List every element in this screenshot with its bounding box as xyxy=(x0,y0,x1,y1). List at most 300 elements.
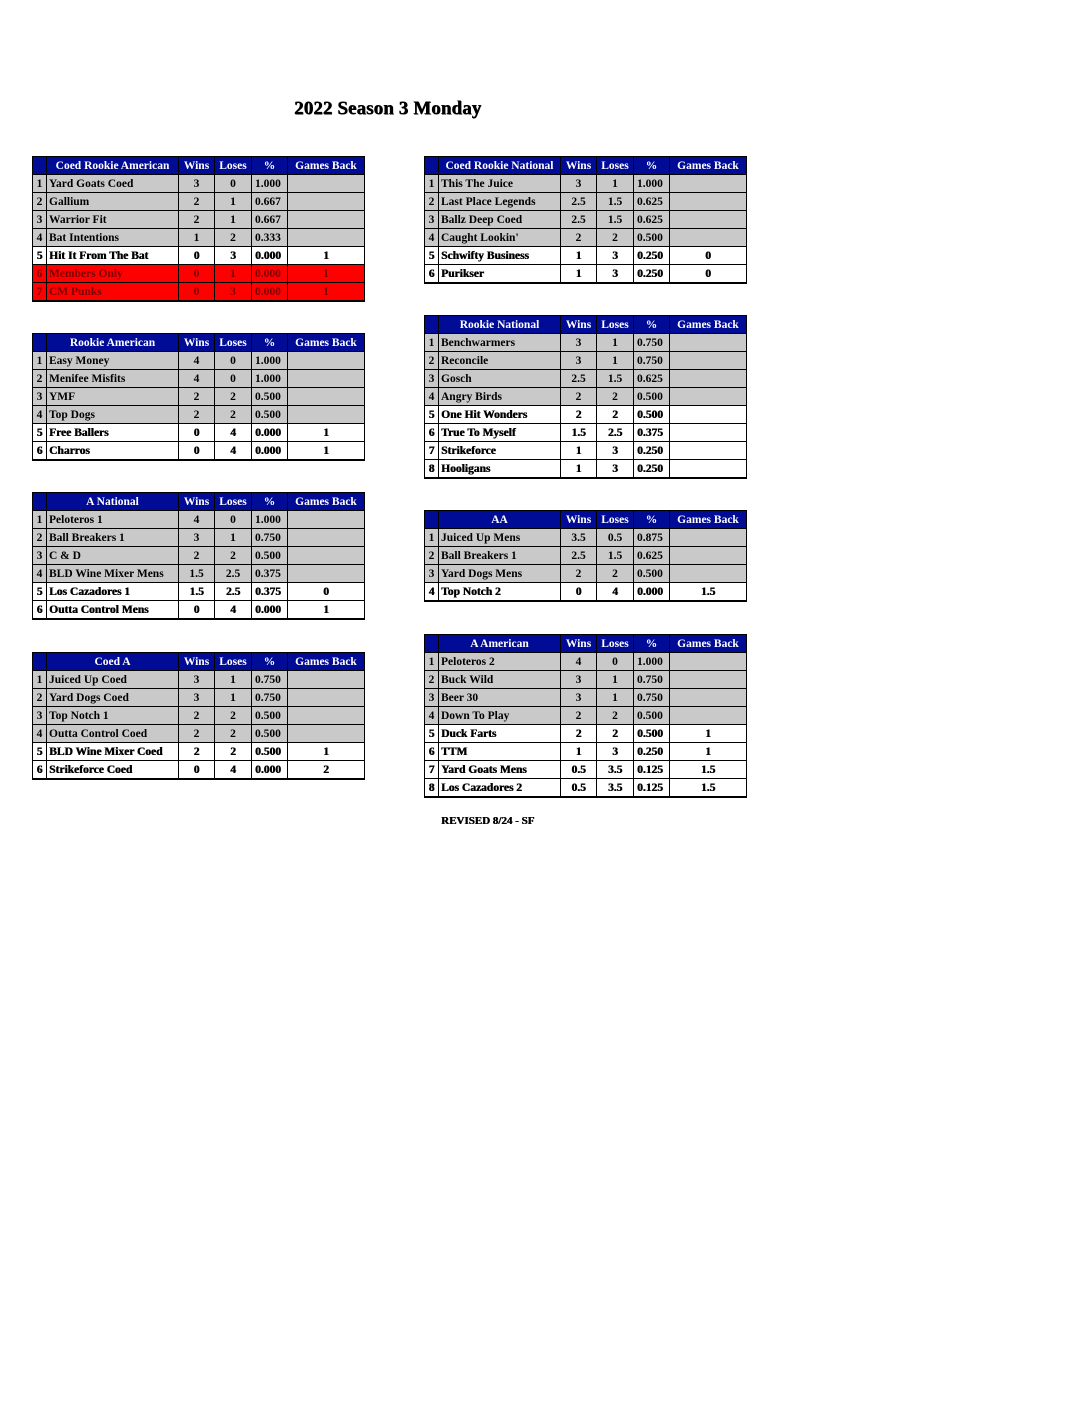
pct-cell: 1.000 xyxy=(252,370,288,388)
rank-header xyxy=(425,511,439,529)
loses-cell: 2 xyxy=(215,707,252,725)
team-name: Duck Farts xyxy=(439,725,561,743)
wins-cell: 0 xyxy=(179,424,215,442)
games-back-cell xyxy=(670,211,747,229)
games-back-cell xyxy=(288,547,365,565)
team-name: Benchwarmers xyxy=(439,334,561,352)
rank-cell: 3 xyxy=(33,547,47,565)
wins-cell: 2 xyxy=(561,388,597,406)
games-back-cell xyxy=(670,370,747,388)
table-header-row xyxy=(33,334,365,352)
games-back-cell xyxy=(288,175,365,193)
team-name: YMF xyxy=(47,388,179,406)
table-row xyxy=(33,442,365,461)
division-name: AA xyxy=(439,511,561,529)
table-row xyxy=(33,583,365,601)
games-back-header: Games Back xyxy=(670,635,747,653)
games-back-cell xyxy=(288,725,365,743)
table-row xyxy=(425,388,747,406)
team-name: Top Notch 1 xyxy=(47,707,179,725)
rank-cell: 4 xyxy=(425,583,439,602)
games-back-header: Games Back xyxy=(670,511,747,529)
team-name: Members Only xyxy=(47,265,179,283)
wins-cell: 0 xyxy=(179,247,215,265)
loses-header: Loses xyxy=(597,635,634,653)
rank-cell: 1 xyxy=(425,175,439,193)
team-name: Strikeforce xyxy=(439,442,561,460)
table-row xyxy=(33,370,365,388)
games-back-cell xyxy=(288,193,365,211)
pct-cell: 0.500 xyxy=(634,565,670,583)
games-back-cell: 2 xyxy=(288,761,365,780)
wins-cell: 2 xyxy=(561,707,597,725)
games-back-cell xyxy=(288,211,365,229)
loses-cell: 1.5 xyxy=(597,370,634,388)
rank-cell: 4 xyxy=(425,388,439,406)
table-header-row xyxy=(425,635,747,653)
team-name: Peloteros 1 xyxy=(47,511,179,529)
table-row xyxy=(425,460,747,479)
page-title: 2022 Season 3 Monday xyxy=(294,98,482,119)
division-name: Coed Rookie American xyxy=(47,157,179,175)
loses-header: Loses xyxy=(597,511,634,529)
table-row xyxy=(425,352,747,370)
games-back-cell xyxy=(670,460,747,479)
pct-cell: 0.500 xyxy=(252,547,288,565)
loses-cell: 0 xyxy=(597,653,634,671)
loses-cell: 0.5 xyxy=(597,529,634,547)
pct-cell: 0.625 xyxy=(634,370,670,388)
table-header-row xyxy=(425,316,747,334)
pct-cell: 0.625 xyxy=(634,211,670,229)
team-name: One Hit Wonders xyxy=(439,406,561,424)
loses-cell: 4 xyxy=(215,424,252,442)
games-back-cell xyxy=(288,689,365,707)
games-back-cell: 1 xyxy=(288,424,365,442)
loses-cell: 1 xyxy=(215,193,252,211)
loses-cell: 3 xyxy=(597,247,634,265)
table-row xyxy=(33,565,365,583)
team-name: Bat Intentions xyxy=(47,229,179,247)
games-back-cell: 1 xyxy=(288,247,365,265)
rank-cell: 3 xyxy=(425,689,439,707)
pct-cell: 0.250 xyxy=(634,247,670,265)
games-back-cell xyxy=(670,388,747,406)
games-back-cell xyxy=(670,565,747,583)
division-name: A American xyxy=(439,635,561,653)
table-row xyxy=(425,334,747,352)
loses-cell: 1 xyxy=(597,334,634,352)
team-name: Gallium xyxy=(47,193,179,211)
table-row xyxy=(33,175,365,193)
loses-cell: 1 xyxy=(215,529,252,547)
games-back-cell: 0 xyxy=(670,247,747,265)
pct-cell: 0.000 xyxy=(252,761,288,780)
table-row xyxy=(425,442,747,460)
standings-table xyxy=(424,510,747,602)
table-row xyxy=(33,283,365,302)
team-name: Warrior Fit xyxy=(47,211,179,229)
loses-cell: 4 xyxy=(215,442,252,461)
wins-cell: 4 xyxy=(561,653,597,671)
rank-cell: 2 xyxy=(425,671,439,689)
team-name: Juiced Up Mens xyxy=(439,529,561,547)
team-name: Ballz Deep Coed xyxy=(439,211,561,229)
loses-cell: 1 xyxy=(597,689,634,707)
loses-header: Loses xyxy=(215,493,252,511)
team-name: Yard Goats Mens xyxy=(439,761,561,779)
team-name: Peloteros 2 xyxy=(439,653,561,671)
pct-header: % xyxy=(634,157,670,175)
rank-cell: 6 xyxy=(425,743,439,761)
pct-header: % xyxy=(252,653,288,671)
wins-cell: 0 xyxy=(561,583,597,602)
team-name: Last Place Legends xyxy=(439,193,561,211)
table-row xyxy=(33,671,365,689)
rank-cell: 2 xyxy=(425,193,439,211)
rank-header xyxy=(33,157,47,175)
wins-header: Wins xyxy=(179,334,215,352)
wins-cell: 3 xyxy=(179,529,215,547)
games-back-cell xyxy=(670,229,747,247)
team-name: Buck Wild xyxy=(439,671,561,689)
rank-cell: 1 xyxy=(33,352,47,370)
loses-cell: 2.5 xyxy=(215,565,252,583)
table-row xyxy=(425,743,747,761)
team-name: Beer 30 xyxy=(439,689,561,707)
loses-cell: 3 xyxy=(597,460,634,479)
team-name: Easy Money xyxy=(47,352,179,370)
table-row xyxy=(33,229,365,247)
wins-cell: 1 xyxy=(561,460,597,479)
table-row xyxy=(425,247,747,265)
wins-cell: 2 xyxy=(179,211,215,229)
pct-cell: 0.500 xyxy=(634,388,670,406)
division-name: Rookie American xyxy=(47,334,179,352)
rank-cell: 3 xyxy=(425,565,439,583)
games-back-header: Games Back xyxy=(288,493,365,511)
rank-cell: 4 xyxy=(425,707,439,725)
table-row xyxy=(425,211,747,229)
table-row xyxy=(425,725,747,743)
games-back-cell xyxy=(288,229,365,247)
team-name: Top Dogs xyxy=(47,406,179,424)
rank-cell: 6 xyxy=(425,424,439,442)
table-row xyxy=(33,511,365,529)
wins-cell: 3 xyxy=(561,175,597,193)
pct-cell: 0.250 xyxy=(634,265,670,284)
team-name: Gosch xyxy=(439,370,561,388)
pct-cell: 0.750 xyxy=(634,671,670,689)
games-back-cell: 1 xyxy=(288,265,365,283)
wins-header: Wins xyxy=(179,157,215,175)
table-header-row xyxy=(33,157,365,175)
team-name: True To Myself xyxy=(439,424,561,442)
rank-cell: 2 xyxy=(33,529,47,547)
rank-header xyxy=(33,493,47,511)
wins-cell: 2.5 xyxy=(561,370,597,388)
rank-cell: 3 xyxy=(425,211,439,229)
team-name: Los Cazadores 2 xyxy=(439,779,561,798)
team-name: BLD Wine Mixer Mens xyxy=(47,565,179,583)
pct-cell: 0.000 xyxy=(252,442,288,461)
games-back-cell xyxy=(670,406,747,424)
loses-cell: 3.5 xyxy=(597,761,634,779)
games-back-cell: 0 xyxy=(670,265,747,284)
team-name: Ball Breakers 1 xyxy=(47,529,179,547)
table-row xyxy=(425,529,747,547)
loses-cell: 0 xyxy=(215,370,252,388)
games-back-cell xyxy=(670,529,747,547)
wins-cell: 2 xyxy=(561,229,597,247)
table-row xyxy=(33,601,365,620)
games-back-cell xyxy=(670,671,747,689)
rank-cell: 1 xyxy=(33,671,47,689)
loses-cell: 2 xyxy=(597,229,634,247)
loses-cell: 2 xyxy=(215,743,252,761)
games-back-cell xyxy=(670,442,747,460)
team-name: Yard Goats Coed xyxy=(47,175,179,193)
pct-cell: 0.000 xyxy=(252,247,288,265)
games-back-cell xyxy=(288,529,365,547)
rank-cell: 4 xyxy=(33,725,47,743)
games-back-cell xyxy=(670,334,747,352)
rank-cell: 6 xyxy=(33,265,47,283)
table-row xyxy=(425,370,747,388)
loses-cell: 4 xyxy=(597,583,634,602)
table-row xyxy=(425,779,747,798)
games-back-cell xyxy=(670,175,747,193)
loses-cell: 3 xyxy=(215,247,252,265)
team-name: Charros xyxy=(47,442,179,461)
wins-cell: 4 xyxy=(179,352,215,370)
team-name: CM Punks xyxy=(47,283,179,302)
wins-cell: 3.5 xyxy=(561,529,597,547)
wins-cell: 0 xyxy=(179,283,215,302)
games-back-cell xyxy=(288,388,365,406)
rank-cell: 8 xyxy=(425,460,439,479)
pct-cell: 0.625 xyxy=(634,547,670,565)
rank-cell: 7 xyxy=(425,761,439,779)
rank-header xyxy=(33,334,47,352)
division-name: Coed Rookie National xyxy=(439,157,561,175)
table-row xyxy=(33,761,365,780)
rank-cell: 3 xyxy=(33,707,47,725)
table-row xyxy=(33,352,365,370)
rank-cell: 6 xyxy=(33,601,47,620)
wins-cell: 2 xyxy=(179,388,215,406)
wins-cell: 3 xyxy=(561,689,597,707)
standings-table xyxy=(32,652,365,780)
team-name: Yard Dogs Coed xyxy=(47,689,179,707)
games-back-cell xyxy=(288,352,365,370)
loses-header: Loses xyxy=(215,653,252,671)
rank-cell: 2 xyxy=(425,352,439,370)
table-row xyxy=(33,193,365,211)
wins-cell: 2 xyxy=(179,547,215,565)
wins-cell: 3 xyxy=(561,352,597,370)
wins-cell: 0 xyxy=(179,265,215,283)
wins-header: Wins xyxy=(179,653,215,671)
table-row xyxy=(425,761,747,779)
wins-cell: 1.5 xyxy=(179,583,215,601)
games-back-cell: 1 xyxy=(288,601,365,620)
table-header-row xyxy=(425,511,747,529)
wins-cell: 2 xyxy=(561,406,597,424)
wins-cell: 2 xyxy=(561,565,597,583)
rank-cell: 7 xyxy=(425,442,439,460)
pct-cell: 0.750 xyxy=(634,352,670,370)
team-name: Strikeforce Coed xyxy=(47,761,179,780)
games-back-cell xyxy=(670,547,747,565)
games-back-cell: 1 xyxy=(288,743,365,761)
wins-cell: 0 xyxy=(179,761,215,780)
rank-cell: 1 xyxy=(425,529,439,547)
loses-cell: 1 xyxy=(215,265,252,283)
loses-cell: 1 xyxy=(215,211,252,229)
team-name: BLD Wine Mixer Coed xyxy=(47,743,179,761)
rank-cell: 5 xyxy=(425,247,439,265)
loses-cell: 2.5 xyxy=(597,424,634,442)
team-name: Los Cazadores 1 xyxy=(47,583,179,601)
table-row xyxy=(33,725,365,743)
table-row xyxy=(33,529,365,547)
loses-cell: 0 xyxy=(215,175,252,193)
rank-cell: 3 xyxy=(33,388,47,406)
table-header-row xyxy=(33,493,365,511)
table-row xyxy=(425,406,747,424)
rank-cell: 6 xyxy=(425,265,439,284)
rank-cell: 4 xyxy=(33,406,47,424)
games-back-header: Games Back xyxy=(670,157,747,175)
loses-cell: 2 xyxy=(597,707,634,725)
loses-cell: 2 xyxy=(215,547,252,565)
rank-cell: 4 xyxy=(33,229,47,247)
pct-cell: 0.000 xyxy=(252,601,288,620)
wins-cell: 1 xyxy=(561,442,597,460)
table-row xyxy=(425,689,747,707)
loses-cell: 2 xyxy=(597,406,634,424)
rank-header xyxy=(425,635,439,653)
loses-cell: 2 xyxy=(597,725,634,743)
rank-cell: 5 xyxy=(33,743,47,761)
rank-cell: 2 xyxy=(33,689,47,707)
rank-cell: 5 xyxy=(33,424,47,442)
wins-cell: 4 xyxy=(179,511,215,529)
wins-header: Wins xyxy=(561,635,597,653)
pct-cell: 0.500 xyxy=(252,388,288,406)
loses-cell: 3 xyxy=(597,743,634,761)
pct-cell: 0.875 xyxy=(634,529,670,547)
standings-table xyxy=(32,333,365,461)
pct-cell: 0.000 xyxy=(634,583,670,602)
loses-cell: 3.5 xyxy=(597,779,634,798)
rank-cell: 1 xyxy=(33,511,47,529)
rank-cell: 7 xyxy=(33,283,47,302)
pct-cell: 0.500 xyxy=(634,707,670,725)
wins-cell: 3 xyxy=(561,671,597,689)
games-back-cell: 1 xyxy=(288,283,365,302)
pct-cell: 0.500 xyxy=(252,406,288,424)
pct-header: % xyxy=(634,316,670,334)
loses-cell: 2 xyxy=(215,406,252,424)
loses-header: Loses xyxy=(215,334,252,352)
wins-header: Wins xyxy=(561,316,597,334)
games-back-cell xyxy=(288,671,365,689)
wins-cell: 0.5 xyxy=(561,779,597,798)
wins-cell: 3 xyxy=(179,175,215,193)
rank-cell: 5 xyxy=(425,725,439,743)
table-row xyxy=(425,175,747,193)
rank-cell: 6 xyxy=(33,761,47,780)
games-back-cell xyxy=(670,424,747,442)
pct-cell: 0.667 xyxy=(252,211,288,229)
rank-cell: 3 xyxy=(425,370,439,388)
games-back-cell xyxy=(670,707,747,725)
loses-cell: 3 xyxy=(597,265,634,284)
games-back-cell: 1 xyxy=(670,743,747,761)
wins-cell: 2.5 xyxy=(561,193,597,211)
team-name: Purikser xyxy=(439,265,561,284)
games-back-cell: 0 xyxy=(288,583,365,601)
table-row xyxy=(33,265,365,283)
wins-cell: 2 xyxy=(179,406,215,424)
loses-cell: 1 xyxy=(597,175,634,193)
table-row xyxy=(33,388,365,406)
wins-cell: 1 xyxy=(561,265,597,284)
wins-cell: 2 xyxy=(561,725,597,743)
pct-cell: 0.500 xyxy=(252,707,288,725)
division-name: Rookie National xyxy=(439,316,561,334)
pct-header: % xyxy=(252,334,288,352)
pct-cell: 0.000 xyxy=(252,265,288,283)
standings-table xyxy=(424,634,747,798)
standings-table xyxy=(424,315,747,479)
pct-header: % xyxy=(634,635,670,653)
team-name: Hooligans xyxy=(439,460,561,479)
loses-cell: 4 xyxy=(215,761,252,780)
loses-header: Loses xyxy=(597,157,634,175)
division-name: A National xyxy=(47,493,179,511)
wins-cell: 1.5 xyxy=(561,424,597,442)
wins-cell: 1 xyxy=(561,743,597,761)
table-row xyxy=(425,424,747,442)
pct-cell: 0.250 xyxy=(634,460,670,479)
pct-cell: 1.000 xyxy=(252,352,288,370)
team-name: Top Notch 2 xyxy=(439,583,561,602)
loses-cell: 2 xyxy=(215,725,252,743)
wins-header: Wins xyxy=(179,493,215,511)
team-name: Free Ballers xyxy=(47,424,179,442)
loses-cell: 1 xyxy=(215,671,252,689)
loses-cell: 1 xyxy=(215,689,252,707)
loses-cell: 3 xyxy=(215,283,252,302)
rank-cell: 5 xyxy=(33,583,47,601)
table-row xyxy=(425,193,747,211)
loses-header: Loses xyxy=(215,157,252,175)
wins-cell: 2.5 xyxy=(561,211,597,229)
loses-cell: 0 xyxy=(215,511,252,529)
games-back-cell xyxy=(288,511,365,529)
team-name: C & D xyxy=(47,547,179,565)
games-back-header: Games Back xyxy=(288,157,365,175)
games-back-header: Games Back xyxy=(288,334,365,352)
team-name: Angry Birds xyxy=(439,388,561,406)
table-row xyxy=(33,743,365,761)
wins-cell: 1.5 xyxy=(179,565,215,583)
rank-cell: 3 xyxy=(33,211,47,229)
rank-cell: 4 xyxy=(425,229,439,247)
